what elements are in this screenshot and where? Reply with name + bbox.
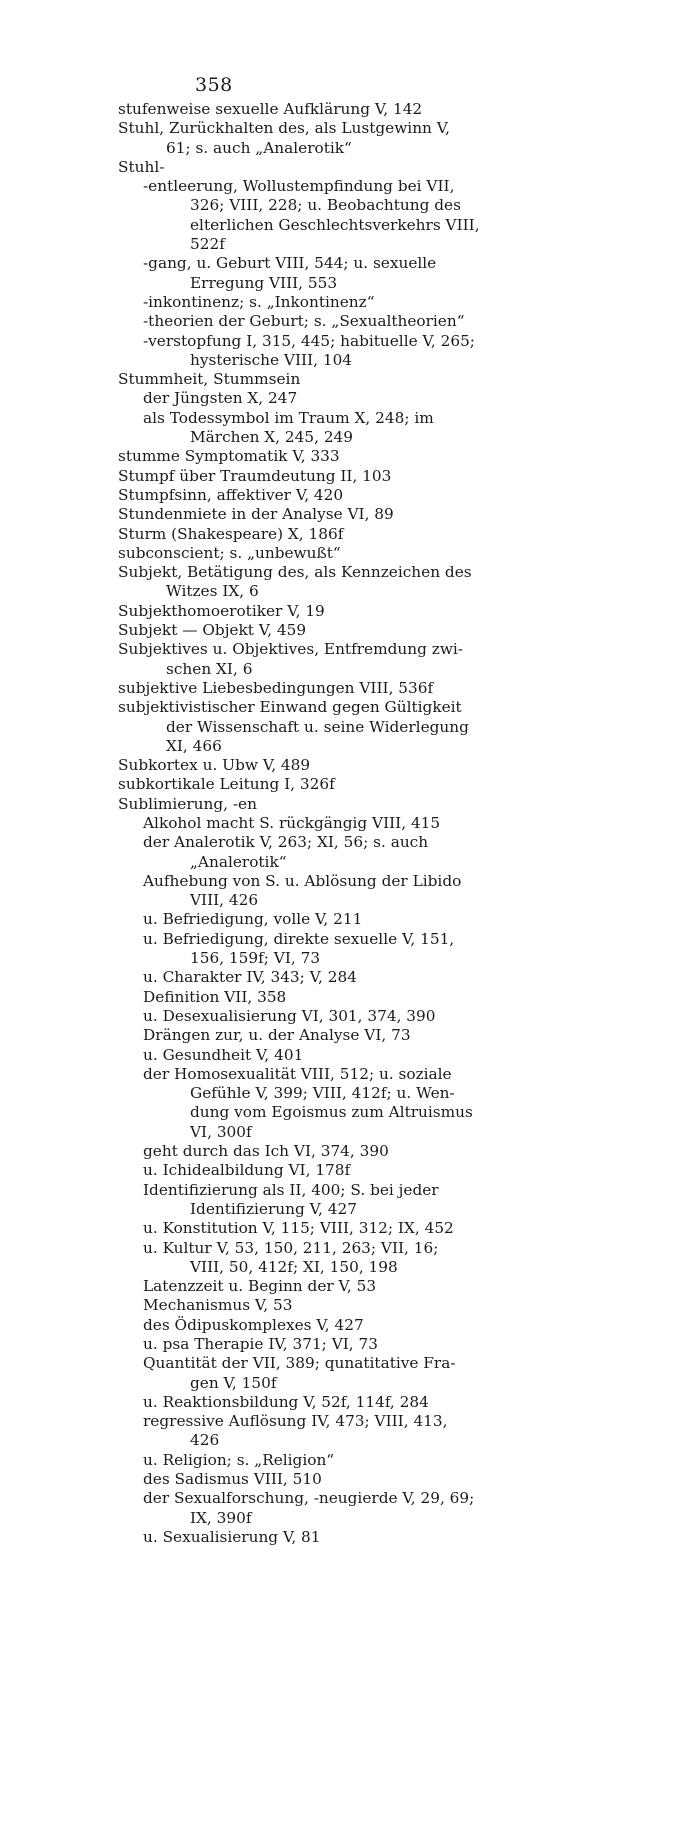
index-subentry: u. Ichidealbildung VI, 178f <box>143 1161 351 1180</box>
index-entry-continuation: VIII, 50, 412f; XI, 150, 198 <box>190 1257 398 1276</box>
index-subentry: -inkontinenz; s. „Inkontinenz“ <box>143 292 375 311</box>
index-subentry: als Todessymbol im Traum X, 248; im <box>143 408 434 427</box>
index-subentry: u. Befriedigung, volle V, 211 <box>143 910 363 929</box>
index-subentry: Drängen zur, u. der Analyse VI, 73 <box>143 1026 411 1045</box>
index-subentry: -entleerung, Wollustempfindung bei VII, <box>143 177 455 196</box>
index-entry: Sturm (Shakespeare) X, 186f <box>118 524 344 543</box>
index-entry: subconscient; s. „unbewußt“ <box>118 543 341 562</box>
index-subentry: u. Kultur V, 53, 150, 211, 263; VII, 16; <box>143 1238 439 1257</box>
index-subentry: u. Desexualisierung VI, 301, 374, 390 <box>143 1006 436 1025</box>
index-entry: Subjekt — Objekt V, 459 <box>118 621 307 640</box>
index-entry-continuation: XI, 466 <box>166 736 222 755</box>
index-entry: subjektivistischer Einwand gegen Gültigkeit <box>118 698 462 717</box>
index-subentry: geht durch das Ich VI, 374, 390 <box>143 1142 389 1161</box>
index-entry: Subkortex u. Ubw V, 489 <box>118 756 311 775</box>
index-entry-continuation: elterlichen Geschlechtsverkehrs VIII, <box>190 215 480 234</box>
index-entry: Stummheit, Stummsein <box>118 370 301 389</box>
index-entry: stumme Symptomatik V, 333 <box>118 447 340 466</box>
index-entry-continuation: Identifizierung V, 427 <box>190 1199 357 1218</box>
index-entry: subjektive Liebesbedingungen VIII, 536f <box>118 678 434 697</box>
index-entry-continuation: „Analerotik“ <box>190 852 287 871</box>
index-entry-continuation: schen XI, 6 <box>166 659 253 678</box>
index-subentry: Alkohol macht S. rückgängig VIII, 415 <box>143 813 441 832</box>
index-entry: Subjekthomoerotiker V, 19 <box>118 601 325 620</box>
index-subentry: des Sadismus VIII, 510 <box>143 1470 322 1489</box>
index-entry: Stundenmiete in der Analyse VI, 89 <box>118 505 394 524</box>
index-entry-continuation: Erregung VIII, 553 <box>190 273 338 292</box>
index-entry: Stuhl- <box>118 157 165 176</box>
index-subentry: der Analerotik V, 263; XI, 56; s. auch <box>143 833 429 852</box>
index-subentry: -verstopfung I, 315, 445; habituelle V, 265; <box>143 331 475 350</box>
index-subentry: u. Befriedigung, direkte sexuelle V, 151, <box>143 929 455 948</box>
index-subentry: -theorien der Geburt; s. „Sexualtheorien“ <box>143 312 465 331</box>
index-entry-continuation: Witzes IX, 6 <box>166 582 259 601</box>
index-entry-continuation: VI, 300f <box>190 1122 252 1141</box>
index-subentry: Quantität der VII, 389; qunatitative Fra- <box>143 1354 456 1373</box>
index-subentry: der Homosexualität VIII, 512; u. soziale <box>143 1064 452 1083</box>
index-subentry: Aufhebung von S. u. Ablösung der Libido <box>143 871 462 890</box>
index-subentry: Mechanismus V, 53 <box>143 1296 293 1315</box>
index-entry: Stuhl, Zurückhalten des, als Lustgewinn V, <box>118 119 450 138</box>
index-entry: stufenweise sexuelle Aufklärung V, 142 <box>118 100 423 118</box>
index-subentry: Identifizierung als II, 400; S. bei jeder <box>143 1180 439 1199</box>
index-entry-continuation: Märchen X, 245, 249 <box>190 428 354 447</box>
index-subentry: u. Charakter IV, 343; V, 284 <box>143 968 357 987</box>
index-entry-continuation: 426 <box>190 1431 220 1450</box>
index-subentry: regressive Auflösung IV, 473; VIII, 413, <box>143 1412 448 1431</box>
index-entry: Stumpfsinn, affektiver V, 420 <box>118 485 344 504</box>
index-subentry: u. psa Therapie IV, 371; VI, 73 <box>143 1335 378 1353</box>
index-subentry: des Ödipuskomplexes V, 427 <box>143 1315 364 1334</box>
index-entry: Sublimierung, -en <box>118 794 257 813</box>
index-entry-continuation: gen V, 150f <box>190 1373 277 1392</box>
index-entry-continuation: dung vom Egoismus zum Altruismus <box>190 1103 473 1122</box>
index-entry-continuation: der Wissenschaft u. seine Widerlegung <box>166 717 469 736</box>
index-entry: Stumpf über Traumdeutung II, 103 <box>118 466 392 485</box>
index-subentry: der Sexualforschung, -neugierde V, 29, 69; <box>143 1489 475 1508</box>
index-subentry: -gang, u. Geburt VIII, 544; u. sexuelle <box>143 254 437 273</box>
page-number: 358 <box>195 74 233 96</box>
index-entry: Subjekt, Betätigung des, als Kennzeichen des <box>118 563 472 582</box>
index-subentry: u. Reaktionsbildung V, 52f, 114f, 284 <box>143 1392 429 1411</box>
index-subentry: Latenzzeit u. Beginn der V, 53 <box>143 1277 377 1296</box>
index-entry: subkortikale Leitung I, 326f <box>118 775 335 794</box>
index-entry-continuation: Gefühle V, 399; VIII, 412f; u. Wen- <box>190 1084 455 1103</box>
index-entry-continuation: 61; s. auch „Analerotik“ <box>166 138 352 157</box>
index-entry-continuation: hysterische VIII, 104 <box>190 350 353 369</box>
index-entry-continuation: 522f <box>190 235 225 254</box>
index-entry-continuation: IX, 390f <box>190 1508 252 1527</box>
index-subentry: der Jüngsten X, 247 <box>143 389 298 408</box>
index-subentry: u. Gesundheit V, 401 <box>143 1045 304 1064</box>
index-subentry: u. Religion; s. „Religion“ <box>143 1450 335 1469</box>
index-entry-continuation: 326; VIII, 228; u. Beobachtung des <box>190 196 461 215</box>
index-subentry: Definition VII, 358 <box>143 987 287 1006</box>
index-subentry: u. Sexualisierung V, 81 <box>143 1527 321 1546</box>
index-subentry: u. Konstitution V, 115; VIII, 312; IX, 452 <box>143 1219 454 1238</box>
index-entry: Subjektives u. Objektives, Entfremdung zwi- <box>118 640 463 659</box>
index-entries <box>118 100 614 1547</box>
index-entry-continuation: 156, 159f; VI, 73 <box>190 949 321 968</box>
index-entry-continuation: VIII, 426 <box>190 891 259 910</box>
